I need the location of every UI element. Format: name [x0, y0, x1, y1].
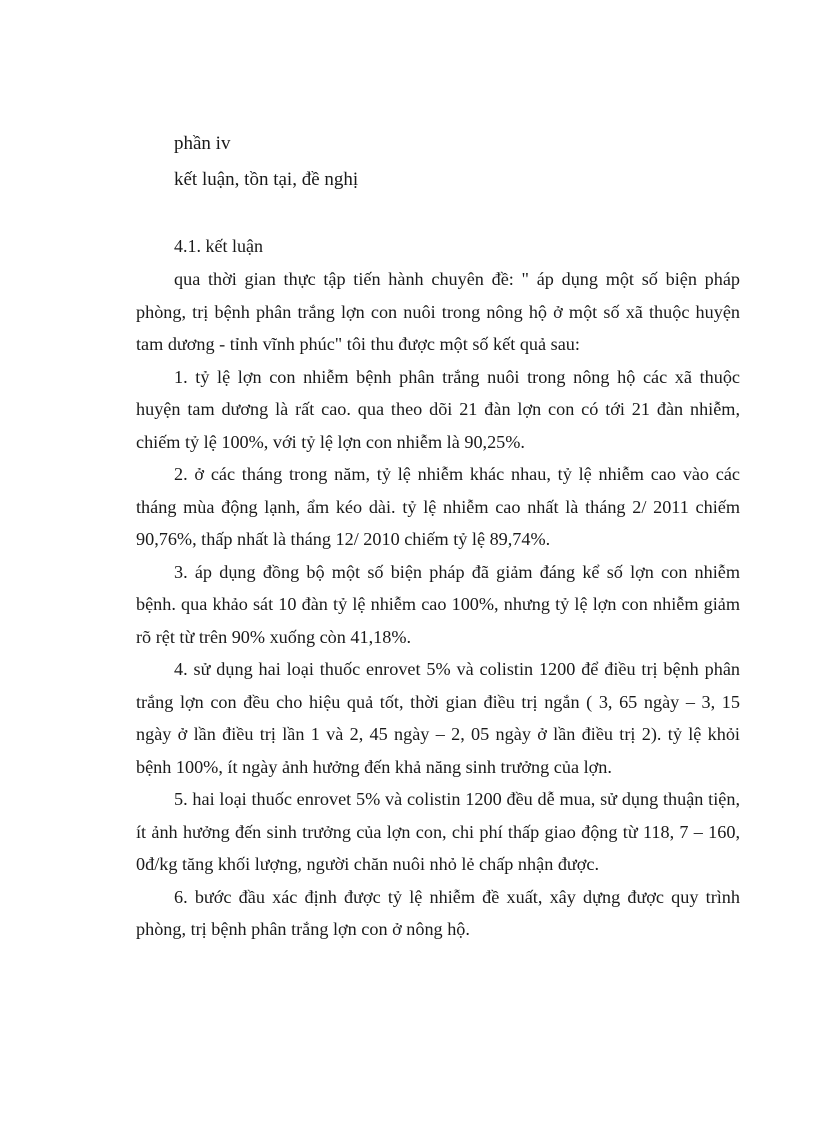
intro-paragraph: qua thời gian thực tập tiến hành chuyên đề: " áp dụng một số biện pháp phòng, trị bệnh phân trắng lợn con nuôi trong nông hộ ở một số xã thuộc huyện tam dương - tỉnh vĩnh phúc" tôi thu được một số kết quả sau: — [136, 269, 740, 354]
conclusion-item-3: 3. áp dụng đồng bộ một số biện pháp đã giảm đáng kể số lợn con nhiễm bệnh. qua khảo sát 10 đàn tỷ lệ nhiễm cao 100%, nhưng tỷ lệ lợn con nhiễm giảm rõ rệt từ trên 90% xuống còn 41,18%. — [136, 561, 740, 647]
conclusion-item-4: 4. sử dụng hai loại thuốc enrovet 5% và colistin 1200 để điều trị bệnh phân trắng lợn con đều cho hiệu quả tốt, thời gian điều trị ngắn ( 3, 65 ngày – 3, 15 ngày ở lần điều trị lần 1 và 2, 45 ngày – 2, 05 ngày ở lần điều trị 2). tỷ lệ khỏi bệnh 100%, ít ngày ảnh hưởng đến khả năng sinh trưởng của lợn. — [136, 659, 740, 777]
conclusion-item-5: 5. hai loại thuốc enrovet 5% và colistin 1200 đều dễ mua, sử dụng thuận tiện, ít ảnh hưởng đến sinh trưởng của lợn con, chi phí thấp giao động từ 118, 7 – 160, 0đ/kg tăng khối lượng, người chăn nuôi nhỏ lẻ chấp nhận được. — [136, 789, 740, 874]
section-heading: 4.1. kết luận — [174, 236, 263, 256]
part-title: kết luận, tồn tại, đề nghị — [174, 169, 359, 190]
conclusion-item-6: 6. bước đầu xác định được tỷ lệ nhiễm đề xuất, xây dựng được quy trình phòng, trị bệnh phân trắng lợn con ở nông hộ. — [136, 886, 740, 939]
conclusion-item-1: 1. tỷ lệ lợn con nhiễm bệnh phân trắng nuôi trong nông hộ các xã thuộc huyện tam dương là rất cao. qua theo dõi 21 đàn lợn con có tới 21 đàn nhiễm, chiếm tỷ lệ 100%, với tỷ lệ lợn con nhiễm là 90,25%. — [136, 366, 740, 452]
part-label: phần iv — [174, 133, 231, 154]
body-text — [136, 263, 740, 946]
conclusion-item-2: 2. ở các tháng trong năm, tỷ lệ nhiễm khác nhau, tỷ lệ nhiễm cao vào các tháng mùa động lạnh, ẩm kéo dài. tỷ lệ nhiễm cao nhất là tháng 2/ 2011 chiếm 90,76%, thấp nhất là tháng 12/ 2010 chiếm tỷ lệ 89,74%. — [136, 464, 740, 549]
